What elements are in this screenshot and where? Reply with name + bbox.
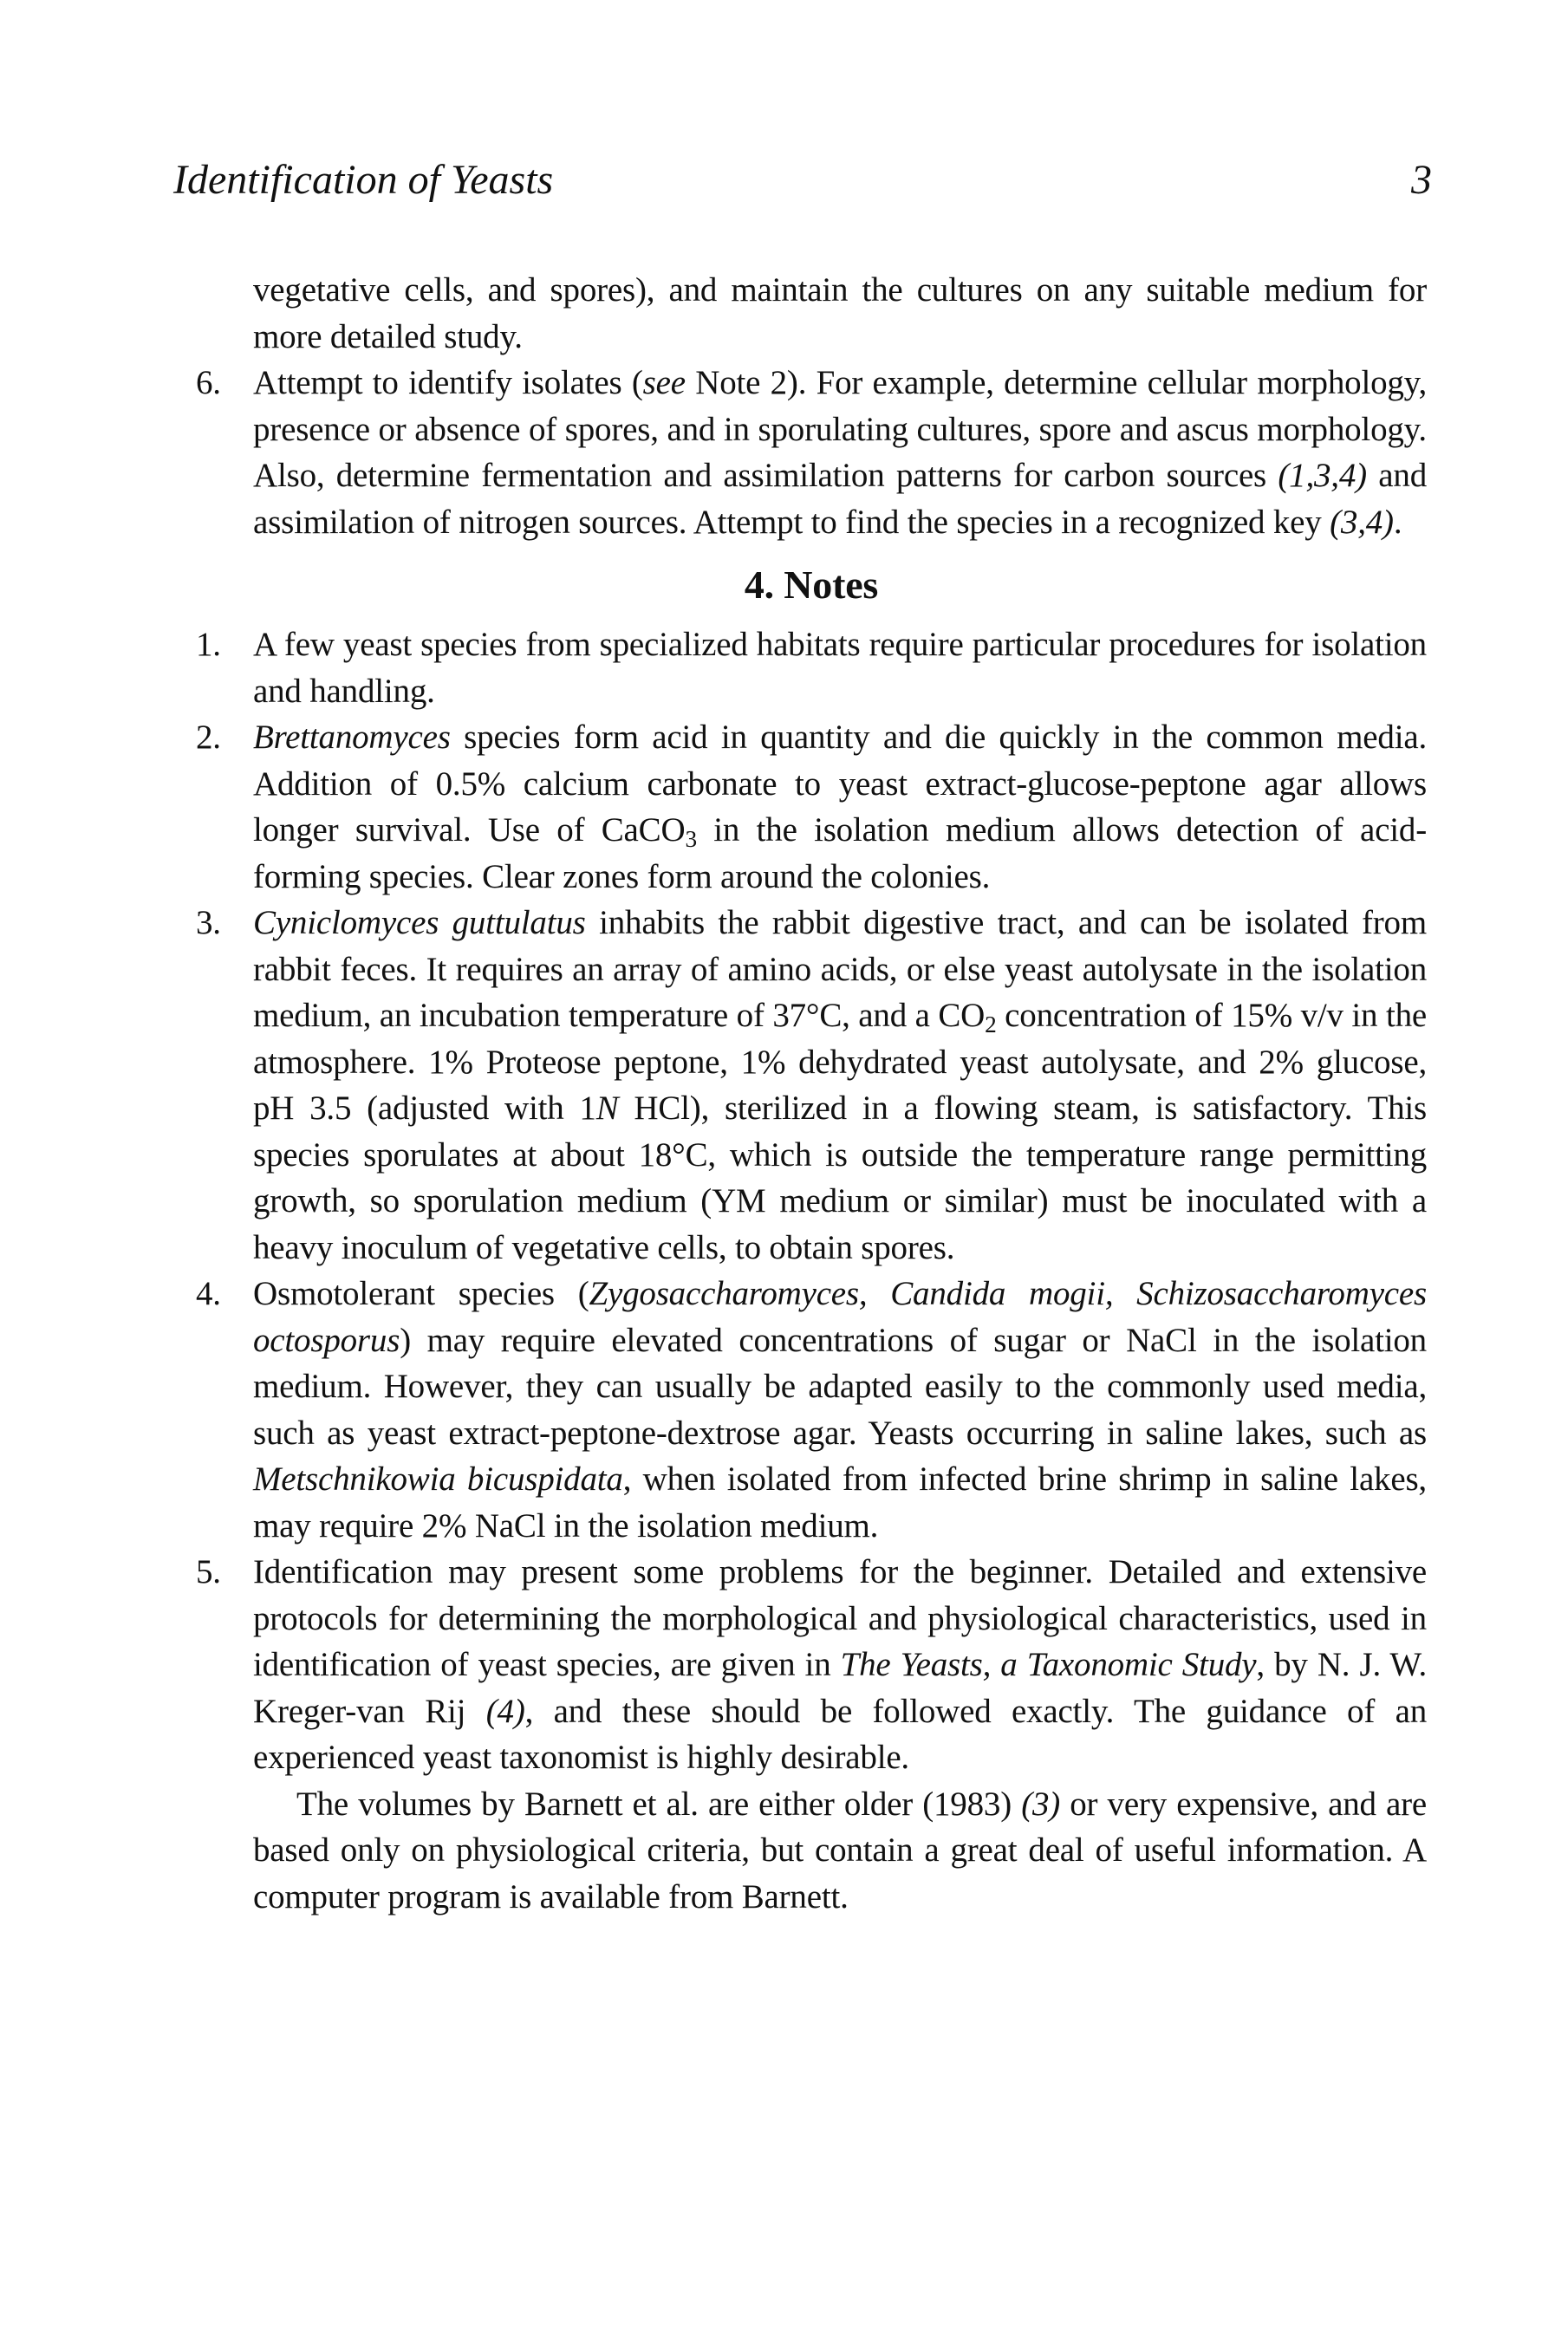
text: , when isolated from infected brine shrimp in saline lakes, may require 2% NaCl in the isolation medium. xyxy=(253,1460,1427,1545)
text: Note 2). For example, determine cellular morphology, presence or absence of spores, and in sporulating cultures, spore and ascus morphology. Also, determine fermentation and assimilation patterns for carbon sources xyxy=(253,364,1427,494)
text: Attempt to identify isolates ( xyxy=(253,364,643,401)
note-3 xyxy=(196,900,1427,1271)
note-number: 4. xyxy=(196,1275,221,1312)
species-name: Metschnikowia bicuspidata xyxy=(253,1460,623,1498)
text: ) may require elevated concentrations of sugar or NaCl in the isolation medium. However, they can usually be adapted easily to the commonly used media, such as yeast extract-peptone-dextrose agar. Yeasts occurring in saline lakes, such as xyxy=(253,1321,1427,1452)
subscript: 3 xyxy=(685,825,697,852)
species-name: Brettanomyces xyxy=(253,719,451,756)
italic-text: N xyxy=(595,1089,619,1127)
text: , by N. J. W. Kreger-van Rij xyxy=(253,1646,1427,1730)
text: . xyxy=(1393,503,1402,541)
text: , and these should be followed exactly. The guidance of an experienced yeast taxonomist is highly desirable. xyxy=(253,1692,1427,1776)
text: in the isolation medium allows detection of acid-forming species. Clear zones form around the colonies. xyxy=(253,811,1427,895)
paragraph xyxy=(253,1549,1427,1781)
paragraph: vegetative cells, and spores), and maintain the cultures on any suitable medium for more detailed study. xyxy=(253,271,1427,355)
page-number: 3 xyxy=(1411,157,1432,203)
species-name: Zygosaccharomyces, Candida mogii, Schizosaccharomyces octosporus xyxy=(253,1275,1427,1359)
running-head-title: Identification of Yeasts xyxy=(173,157,554,203)
body-text xyxy=(196,267,1427,1920)
step-5-continuation xyxy=(196,267,1427,360)
citation: (4) xyxy=(485,1692,525,1730)
closing-paragraph xyxy=(196,1781,1427,1921)
subscript: 2 xyxy=(985,1011,997,1037)
citation: (3,4) xyxy=(1330,503,1394,541)
text: Identification may present some problems for the beginner. Detailed and extensive protocols for determining the morphological and physiological characteristics, used in identification of yeast species, are given in xyxy=(253,1553,1427,1683)
text: species form acid in quantity and die quickly in the common media. Addition of 0.5% calcium carbonate to yeast extract-glucose-peptone agar allows longer survival. Use of CaCO xyxy=(253,719,1427,849)
text: The volumes by Barnett et al. are either older (1983) xyxy=(296,1785,1022,1823)
text: inhabits the rabbit digestive tract, and can be isolated from rabbit feces. It requires an array of amino acids, or else yeast autolysate in the isolation medium, an incubation temperature of 37°C, and a CO xyxy=(253,904,1427,1034)
paragraph xyxy=(253,360,1427,545)
paragraph xyxy=(253,900,1427,1271)
italic-text: see xyxy=(642,364,686,401)
note-number: 1. xyxy=(196,626,221,663)
text: concentration of 15% v/v in the atmosphere. 1% Proteose peptone, 1% dehydrated yeast autolysate, and 2% glucose, pH 3.5 (adjusted with 1 xyxy=(253,997,1428,1127)
step-number: 6. xyxy=(196,364,221,401)
paragraph: A few yeast species from specialized habitats require particular procedures for isolation and handling. xyxy=(253,626,1427,710)
note-number: 2. xyxy=(196,719,221,756)
section-heading: 4. Notes xyxy=(744,563,879,607)
citation: (3) xyxy=(1021,1785,1061,1823)
paragraph xyxy=(253,1271,1427,1549)
book-title: The Yeasts, a Taxonomic Study xyxy=(840,1646,1257,1683)
species-name: Cyniclomyces guttulatus xyxy=(253,904,586,941)
note-2 xyxy=(196,714,1427,900)
citation: (1,3,4) xyxy=(1278,457,1367,494)
paragraph xyxy=(253,714,1427,900)
note-5 xyxy=(196,1549,1427,1781)
text: Osmotolerant species ( xyxy=(253,1275,589,1312)
procedure-step-6 xyxy=(196,360,1427,545)
text: or very expensive, and are based only on physiological criteria, but contain a great deal of useful information. A computer program is available from Barnett. xyxy=(253,1785,1427,1915)
running-head xyxy=(173,154,1432,206)
paragraph xyxy=(253,1781,1427,1921)
text: HCl), sterilized in a flowing steam, is satisfactory. This species sporulates at about 18°C, which is outside the temperature range permitting growth, so sporulation medium (YM medium or similar) must be inoculated with a heavy inoculum of vegetative cells, to obtain spores. xyxy=(253,1089,1427,1266)
note-number: 3. xyxy=(196,904,221,941)
note-number: 5. xyxy=(196,1553,221,1590)
note-1 xyxy=(196,621,1427,714)
text: and assimilation of nitrogen sources. Attempt to find the species in a recognized key xyxy=(253,457,1427,541)
note-4 xyxy=(196,1271,1427,1549)
